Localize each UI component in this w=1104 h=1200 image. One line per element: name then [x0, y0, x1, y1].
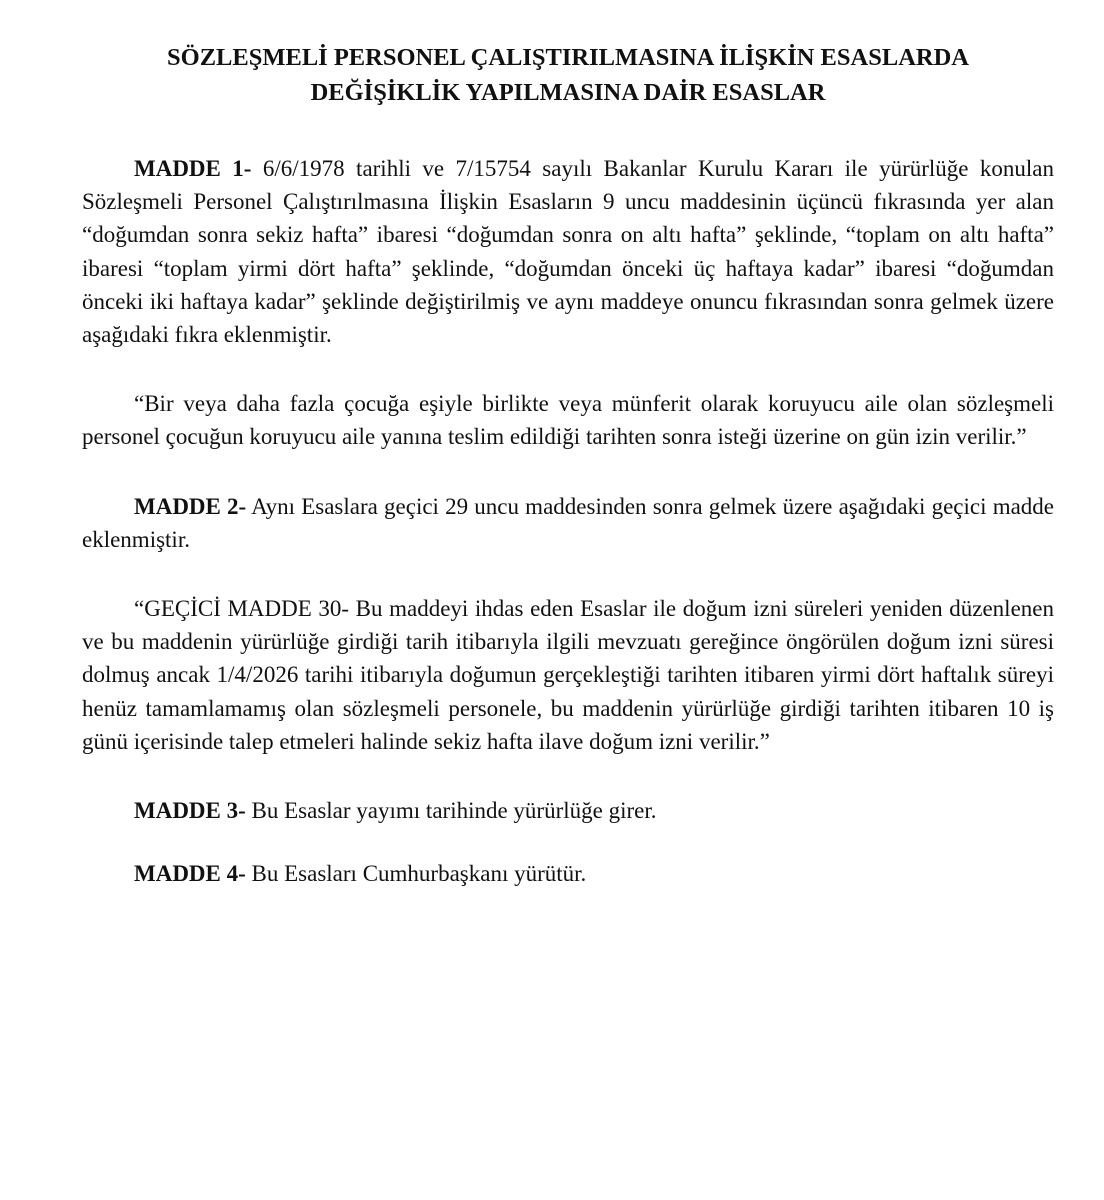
- article-2: [82, 490, 1054, 556]
- article-1-heading: MADDE 1-: [134, 156, 252, 181]
- document-page: [82, 40, 1054, 890]
- article-1-text: 6/6/1978 tarihli ve 7/15754 sayılı Bakanlar Kurulu Kararı ile yürürlüğe konulan Sözleşmeli Personel Çalıştırılmasına İlişkin Esasların 9 uncu maddesinin üçüncü fıkrasında yer alan “doğumdan sonra sekiz hafta” ibaresi “doğumdan sonra on altı hafta” şeklinde, “toplam on altı hafta” ibaresi “toplam yirmi dört hafta” şeklinde, “doğumdan önceki üç haftaya kadar” ibaresi “doğumdan önceki iki haftaya kadar” şeklinde değiştirilmiş ve aynı maddeye onuncu fıkrasından sonra gelmek üzere aşağıdaki fıkra eklenmiştir.: [82, 156, 1054, 348]
- article-4: [82, 857, 1054, 890]
- article-3-heading: MADDE 3-: [134, 798, 246, 824]
- title-line-1: SÖZLEŞMELİ PERSONEL ÇALIŞTIRILMASINA İLİŞKİN ESASLARDA: [167, 44, 969, 71]
- article-2-heading: MADDE 2-: [134, 493, 247, 519]
- article-4-text: Bu Esasları Cumhurbaşkanı yürütür.: [245, 861, 587, 887]
- article-2-text: Aynı Esaslara geçici 29 uncu maddesinden sonra gelmek üzere aşağıdaki geçici madde eklenmiştir.: [82, 493, 1054, 552]
- temporary-article-30-quote: “GEÇİCİ MADDE 30- Bu maddeyi ihdas eden Esaslar ile doğum izni süreleri yeniden düzenlenen ve bu maddenin yürürlüğe girdiği tarih itibarıyla ilgili mevzuatı gereğince öngörülen doğum izni süresi dolmuş ancak 1/4/2026 tarihi itibarıyla doğumun gerçekleştiği tarihten itibaren yirmi dört haftalık süreyi henüz tamamlamamış olan sözleşmeli personele, bu maddenin yürürlüğe girdiği tarihten itibaren 10 iş günü içerisinde talep etmeleri halinde sekiz hafta ilave doğum izni verilir.”: [82, 596, 1054, 754]
- document-title: [82, 40, 1054, 110]
- title-line-2: DEĞİŞİKLİK YAPILMASINA DAİR ESASLAR: [310, 79, 826, 106]
- article-3: [82, 794, 1054, 827]
- article-4-heading: MADDE 4-: [134, 861, 246, 887]
- article-3-text: Bu Esaslar yayımı tarihinde yürürlüğe girer.: [245, 798, 657, 824]
- added-paragraph-quote: “Bir veya daha fazla çocuğa eşiyle birlikte veya münferit olarak koruyucu aile olan sözleşmeli personel çocuğun koruyucu aile yanına teslim edildiği tarihten sonra isteği üzerine on gün izin verilir.”: [82, 391, 1054, 450]
- article-1: [82, 152, 1054, 351]
